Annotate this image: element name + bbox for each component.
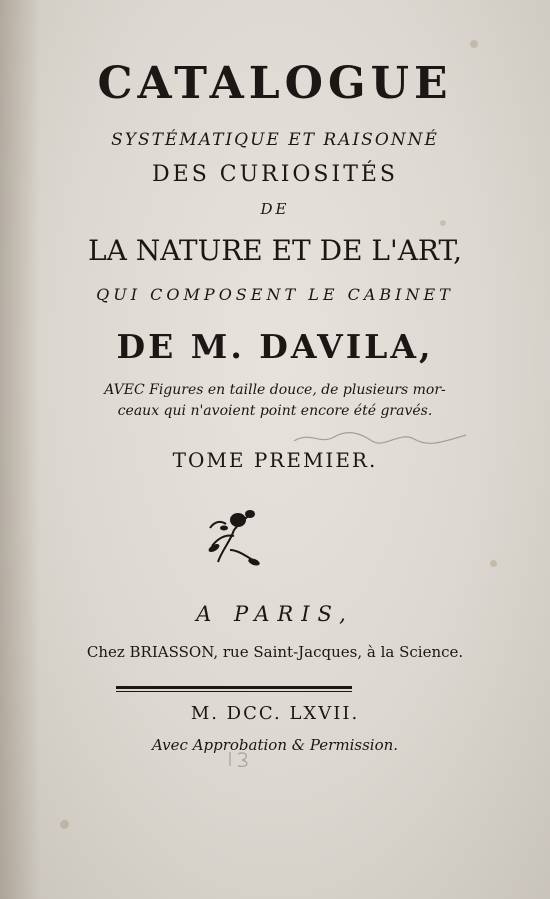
publisher-line: Chez BRIASSON, rue Saint-Jacques, à la Science. [86,643,464,661]
composition-line: QUI COMPOSENT LE CABINET [96,285,454,304]
foxing-spot [440,220,446,226]
publication-place: A PARIS, [196,602,354,626]
foxing-spot [60,820,69,829]
subtitle-line-1: SYSTÉMATIQUE ET RAISONNÉ [111,130,439,150]
description-line-2: ceaux qui n'avoient point encore été gravés. [117,403,433,419]
book-title: CATALOGUE [97,58,453,109]
subtitle-line-2: DES CURIOSITÉS [152,162,398,187]
connector-word: DE [260,200,290,218]
subject-line: LA NATURE ET DE L'ART, [88,234,462,267]
description-line-1: AVEC Figures en taille douce, de plusieurs mor- [104,382,446,398]
foxing-spot [470,40,478,48]
flower-vignette-icon [200,500,270,570]
double-rule-divider [116,686,352,692]
volume-label: TOME PREMIER. [172,448,378,472]
publication-date: M. DCC. LXVII. [190,703,360,724]
owner-name: DE M. DAVILA, [116,327,434,366]
approbation-line: Avec Approbation & Permission. [151,736,399,754]
pencil-mark [226,748,256,770]
foxing-spot [490,560,497,567]
